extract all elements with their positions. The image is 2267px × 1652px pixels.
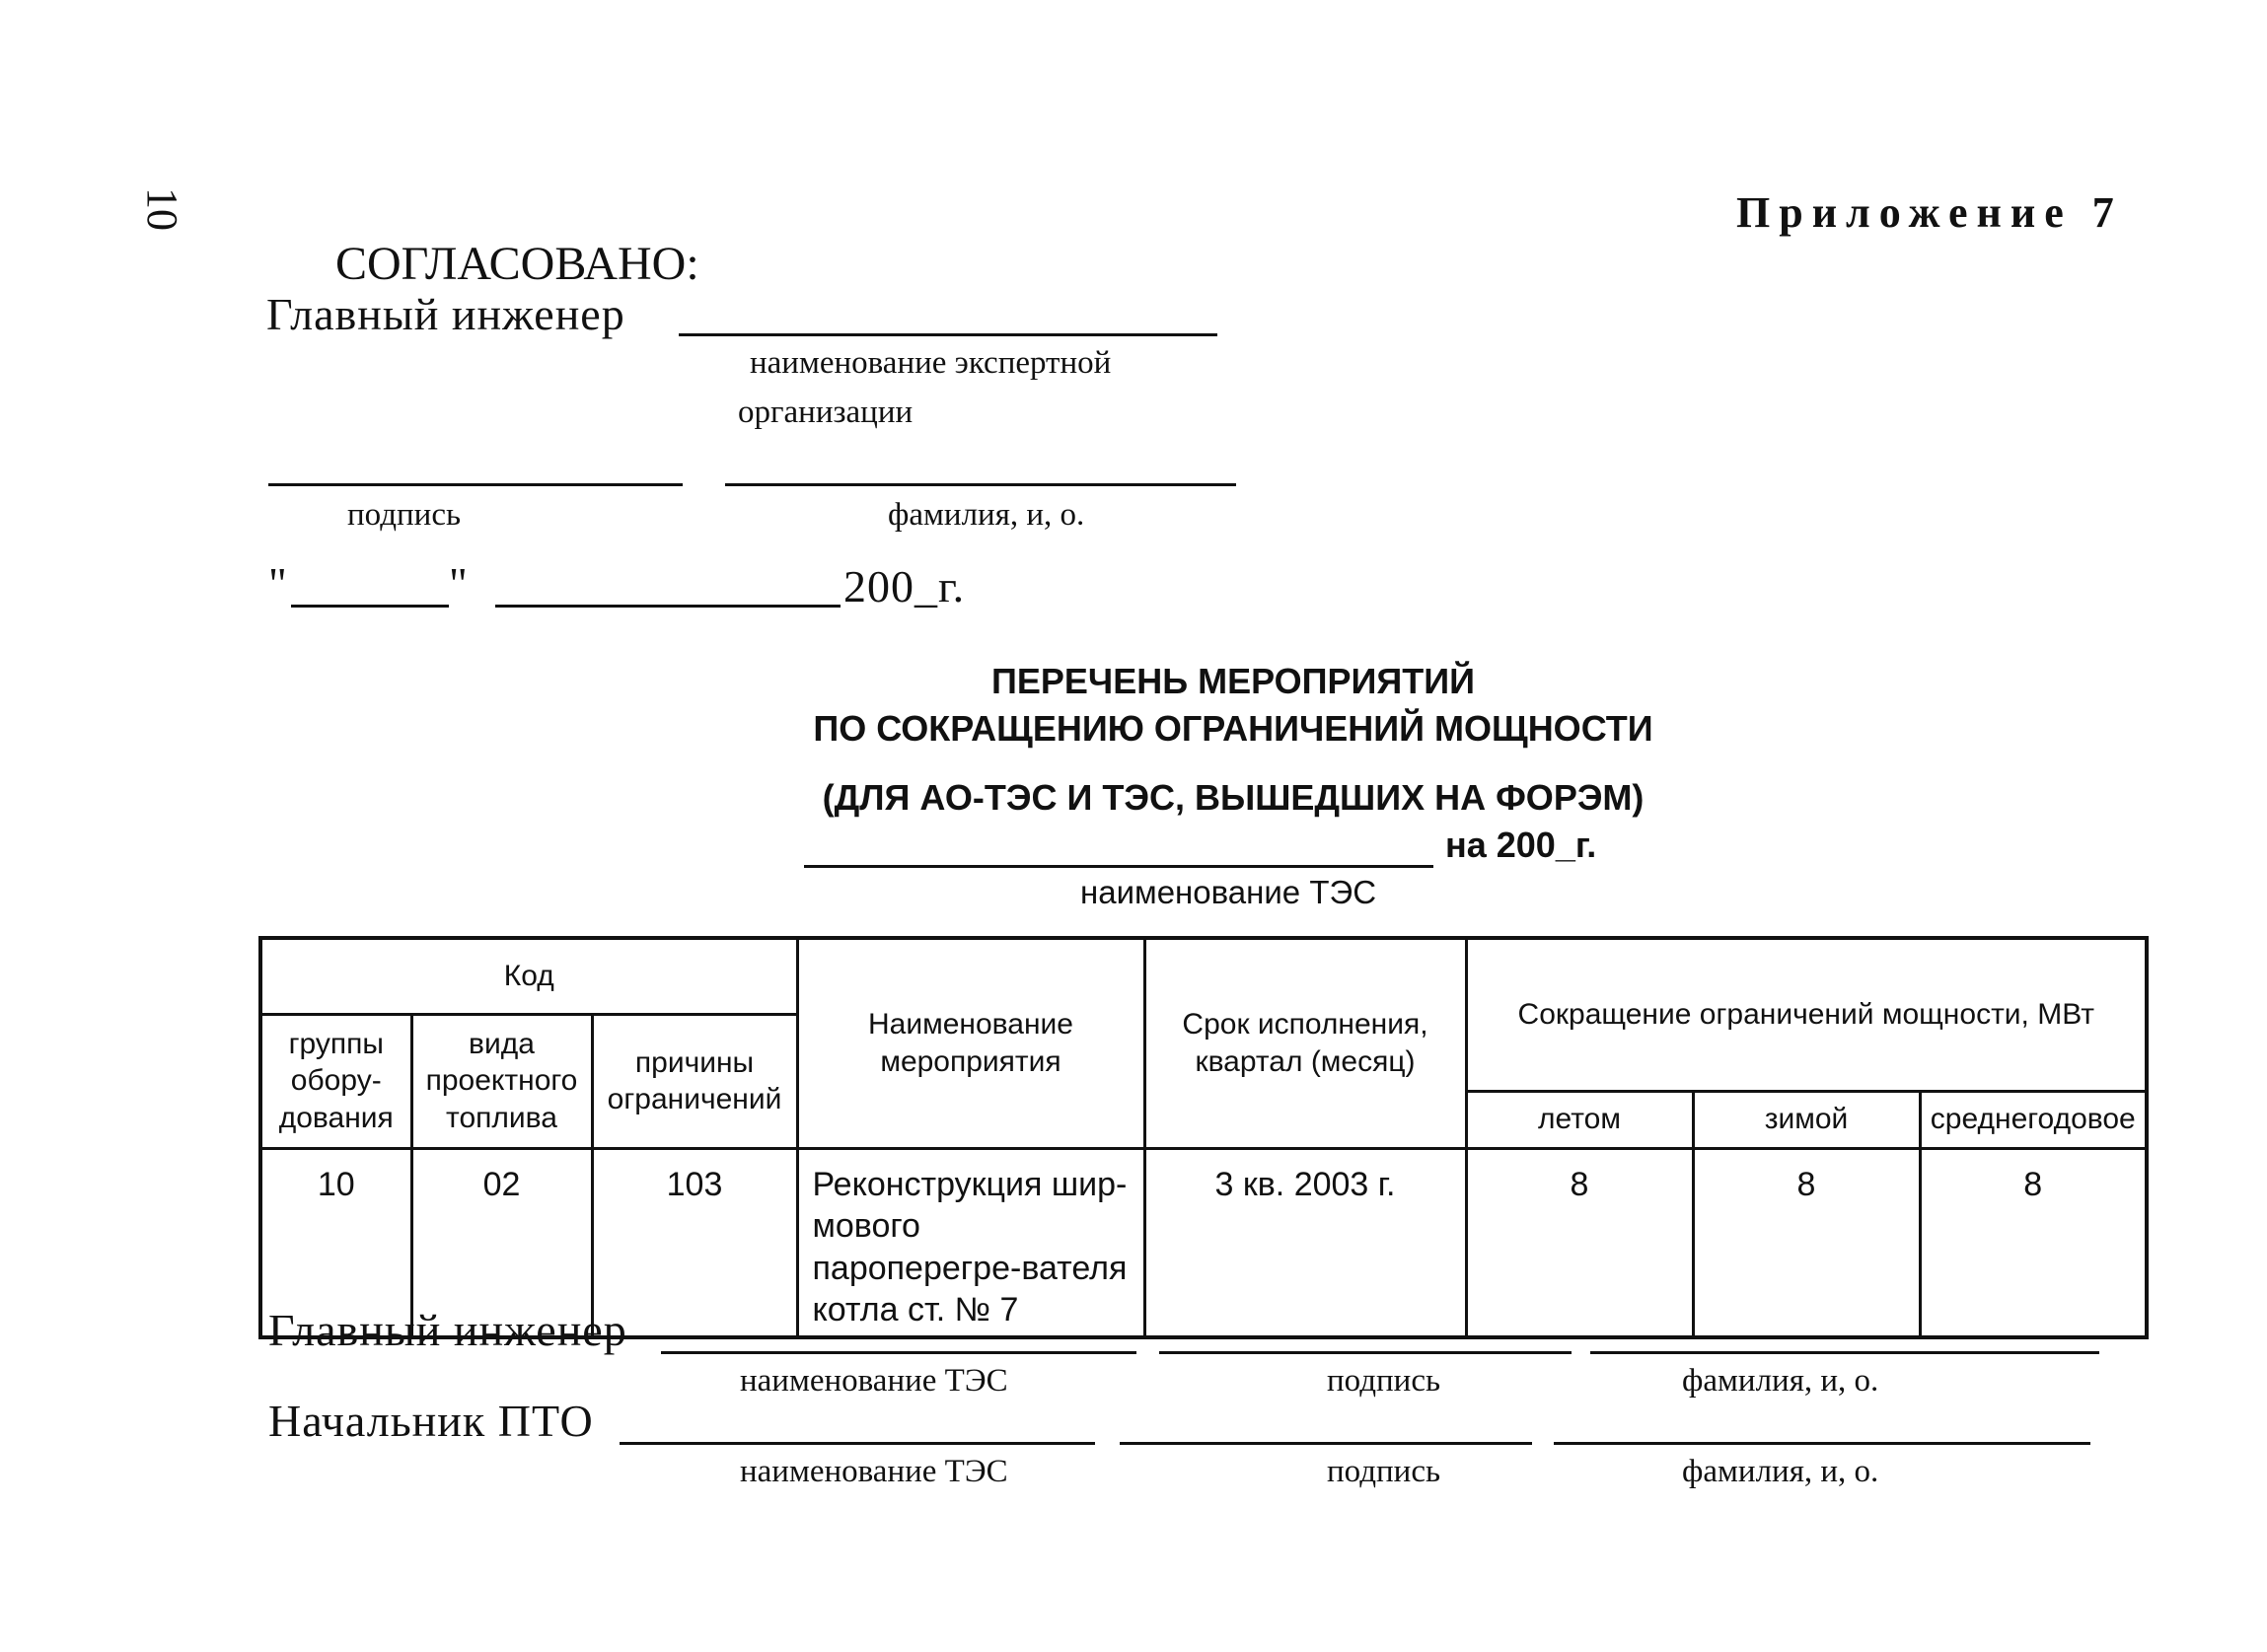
annual-header: среднегодовое bbox=[1920, 1091, 2147, 1148]
document-title-line1: ПЕРЕЧЕНЬ МЕРОПРИЯТИЙ bbox=[990, 661, 1475, 701]
footer-pto-signature-caption: подпись bbox=[1327, 1454, 1441, 1489]
reduction-header: Сокращение ограничений мощности, МВт bbox=[1466, 938, 2147, 1091]
approval-org-caption-line1: наименование экспертной bbox=[750, 345, 1112, 381]
footer-pto-name-caption: фамилия, и, о. bbox=[1682, 1454, 1879, 1489]
approval-signature-caption: подпись bbox=[347, 497, 462, 533]
approval-date-quote-open: " bbox=[268, 558, 288, 609]
approval-name-line bbox=[725, 483, 1236, 486]
cell-reason: 103 bbox=[592, 1148, 797, 1337]
tes-name-caption: наименование ТЭС bbox=[1080, 874, 1377, 910]
approval-org-line bbox=[679, 333, 1217, 336]
footer-pto-tes-caption: наименование ТЭС bbox=[740, 1454, 1008, 1489]
approval-date-day-line bbox=[291, 605, 449, 608]
cell-summer: 8 bbox=[1466, 1148, 1693, 1337]
cell-measure: Реконструкция шир-мового пароперегре-вателя котла ст. № 7 bbox=[797, 1148, 1144, 1337]
approval-org-caption-line2: организации bbox=[738, 395, 914, 430]
footer-chief-signature-line bbox=[1159, 1351, 1572, 1354]
tes-name-line bbox=[804, 865, 1433, 868]
measure-header: Наименование мероприятия bbox=[797, 938, 1144, 1148]
page-number: 10 bbox=[138, 187, 186, 231]
cell-winter: 8 bbox=[1693, 1148, 1920, 1337]
approval-heading: СОГЛАСОВАНО: bbox=[335, 238, 699, 290]
footer-chief-engineer-label: Главный инженер bbox=[268, 1305, 627, 1355]
group-header: группы обору-дования bbox=[260, 1014, 411, 1148]
reason-header: причины ограничений bbox=[592, 1014, 797, 1148]
footer-chief-name-caption: фамилия, и, о. bbox=[1682, 1363, 1879, 1399]
fuel-header: вида проектного топлива bbox=[411, 1014, 592, 1148]
approval-date-year: 200_г. bbox=[843, 561, 966, 611]
term-header: Срок исполнения, квартал (месяц) bbox=[1144, 938, 1466, 1148]
footer-pto-name-line bbox=[1554, 1442, 2090, 1445]
cell-fuel: 02 bbox=[411, 1148, 592, 1337]
appendix-label: Приложение 7 bbox=[1736, 188, 2123, 237]
footer-chief-signature-caption: подпись bbox=[1327, 1363, 1441, 1399]
footer-chief-tes-line bbox=[661, 1351, 1136, 1354]
approval-date-quote-close: " bbox=[449, 558, 469, 609]
cell-annual: 8 bbox=[1920, 1148, 2147, 1337]
approval-chief-engineer-label: Главный инженер bbox=[266, 289, 625, 339]
footer-pto-tes-line bbox=[620, 1442, 1095, 1445]
cell-term: 3 кв. 2003 г. bbox=[1144, 1148, 1466, 1337]
document-title-line3: (ДЛЯ АО-ТЭС И ТЭС, ВЫШЕДШИХ НА ФОРЭМ) bbox=[822, 777, 1645, 818]
cell-group: 10 bbox=[260, 1148, 411, 1337]
approval-signature-line bbox=[268, 483, 683, 486]
document-title-line2: ПО СОКРАЩЕНИЮ ОГРАНИЧЕНИЙ МОЩНОСТИ bbox=[813, 708, 1653, 749]
code-header: Код bbox=[260, 938, 797, 1014]
approval-date-month-line bbox=[495, 605, 841, 608]
document-title-year: на 200_г. bbox=[1445, 825, 1597, 865]
approval-name-caption: фамилия, и, о. bbox=[888, 497, 1085, 533]
summer-header: летом bbox=[1466, 1091, 1693, 1148]
footer-chief-name-line bbox=[1590, 1351, 2099, 1354]
measures-table bbox=[258, 936, 2149, 1339]
footer-pto-head-label: Начальник ПТО bbox=[268, 1396, 594, 1446]
winter-header: зимой bbox=[1693, 1091, 1920, 1148]
footer-chief-tes-caption: наименование ТЭС bbox=[740, 1363, 1008, 1399]
footer-pto-signature-line bbox=[1120, 1442, 1532, 1445]
